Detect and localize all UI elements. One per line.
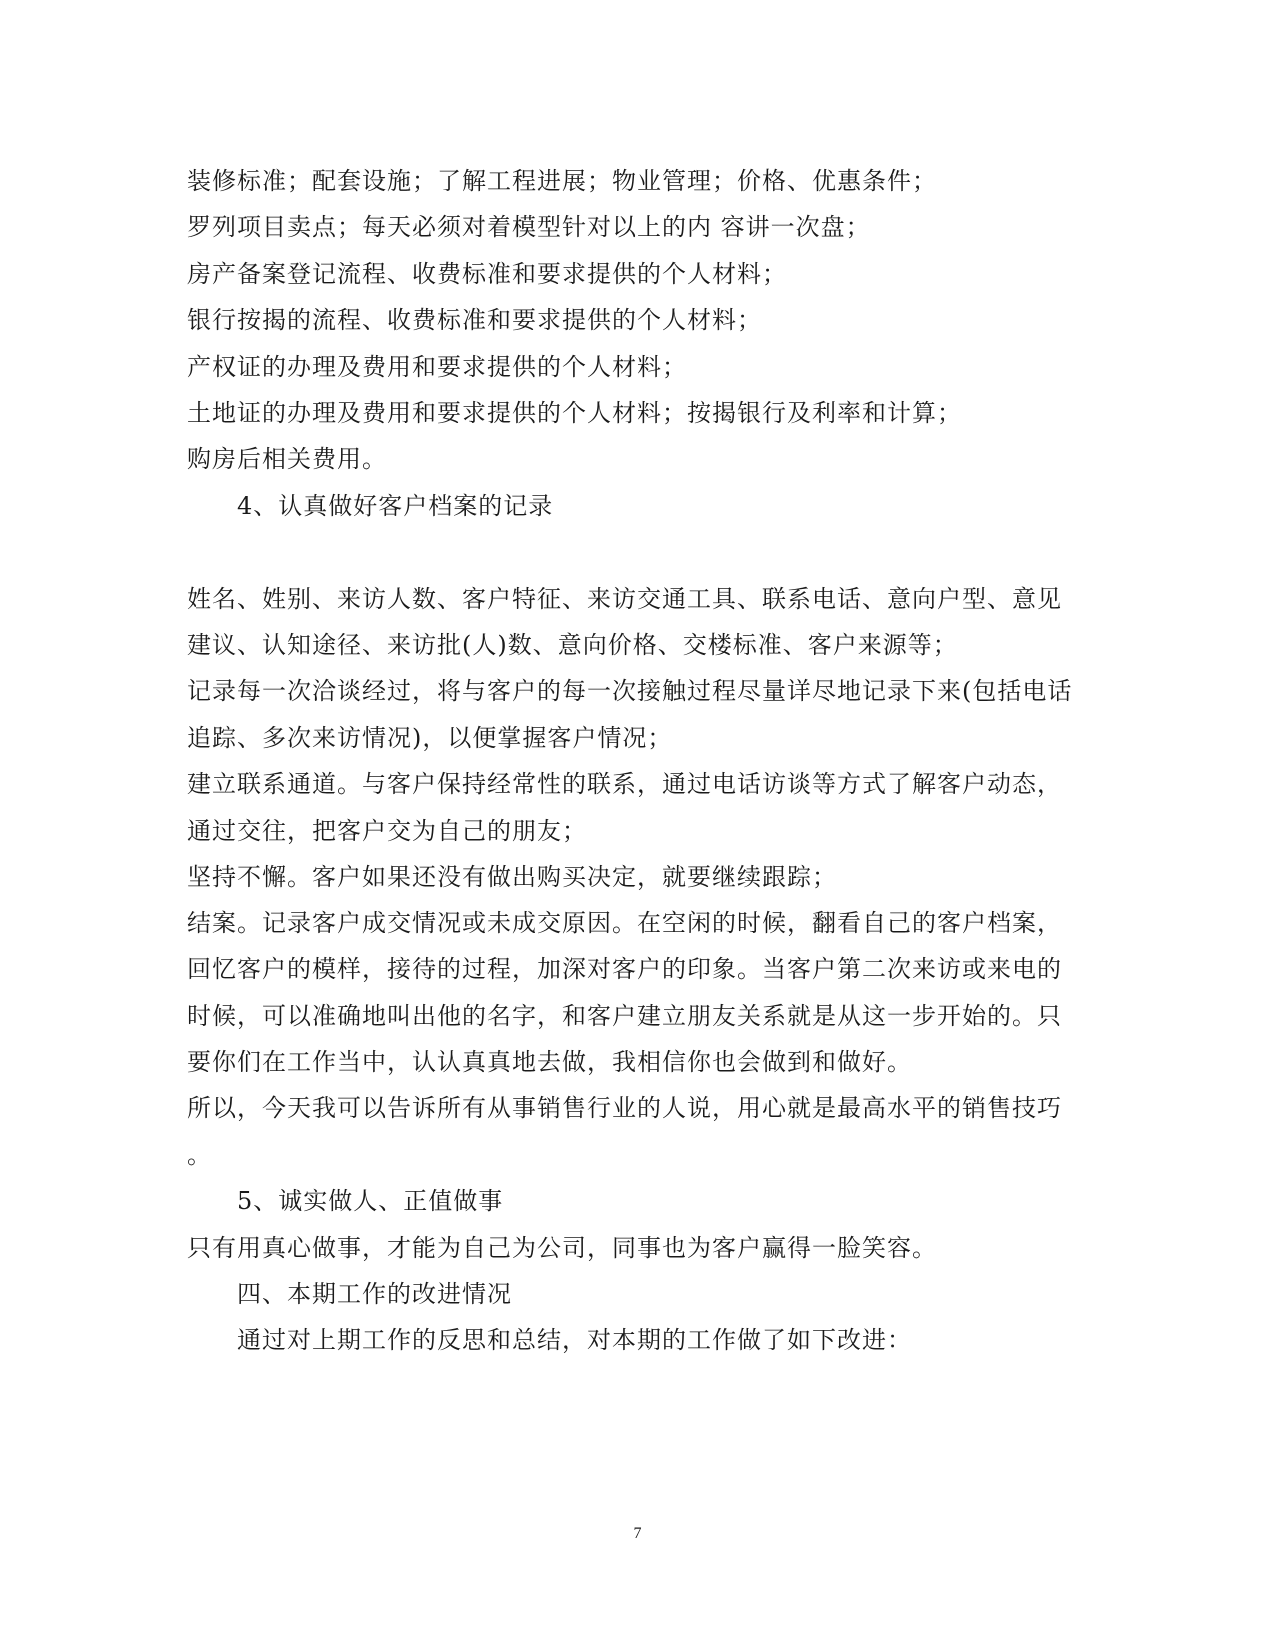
text-line: 。 [187, 1141, 212, 1169]
text-line: 购房后相关费用。 [187, 445, 387, 473]
text-line: 房产备案登记流程、收费标准和要求提供的个人材料； [187, 260, 787, 288]
text-line: 只有用真心做事，才能为自己为公司，同事也为客户赢得一脸笑容。 [187, 1234, 937, 1262]
text-line: 记录每一次洽谈经过，将与客户的每一次接触过程尽量详尽地记录下来(包括电话 [187, 677, 1073, 705]
text-line: 坚持不懈。客户如果还没有做出购买决定，就要继续跟踪； [187, 863, 837, 891]
text-line: 所以，今天我可以告诉所有从事销售行业的人说，用心就是最高水平的销售技巧 [187, 1094, 1062, 1122]
text-line: 姓名、姓别、来访人数、客户特征、来访交通工具、联系电话、意向户型、意见 [187, 585, 1062, 613]
section-heading: 4、认真做好客户档案的记录 [237, 492, 554, 520]
text-line: 时候，可以准确地叫出他的名字，和客户建立朋友关系就是从这一步开始的。只 [187, 1002, 1062, 1030]
text-line: 建议、认知途径、来访批(人)数、意向价格、交楼标准、客户来源等； [187, 631, 958, 659]
text-line: 通过对上期工作的反思和总结，对本期的工作做了如下改进： [237, 1326, 912, 1354]
text-line: 要你们在工作当中，认认真真地去做，我相信你也会做到和做好。 [187, 1048, 912, 1076]
text-line: 回忆客户的模样，接待的过程，加深对客户的印象。当客户第二次来访或来电的 [187, 955, 1062, 983]
text-line: 土地证的办理及费用和要求提供的个人材料；按揭银行及利率和计算； [187, 399, 962, 427]
text-line: 追踪、多次来访情况)，以便掌握客户情况； [187, 724, 673, 752]
section-heading: 5、诚实做人、正值做事 [237, 1187, 504, 1215]
text-line: 装修标准；配套设施；了解工程进展；物业管理；价格、优惠条件； [187, 167, 937, 195]
text-line: 罗列项目卖点；每天必须对着模型针对以上的内 容讲一次盘； [187, 213, 871, 241]
section-heading: 四、本期工作的改进情况 [237, 1280, 512, 1308]
text-line: 银行按揭的流程、收费标准和要求提供的个人材料； [187, 306, 762, 334]
page-number: 7 [633, 1525, 642, 1542]
text-line: 结案。记录客户成交情况或未成交原因。在空闲的时候，翻看自己的客户档案， [187, 909, 1062, 937]
text-line: 建立联系通道。与客户保持经常性的联系，通过电话访谈等方式了解客户动态， [187, 770, 1062, 798]
text-line: 通过交往，把客户交为自己的朋友； [187, 817, 587, 845]
text-line: 产权证的办理及费用和要求提供的个人材料； [187, 353, 687, 381]
